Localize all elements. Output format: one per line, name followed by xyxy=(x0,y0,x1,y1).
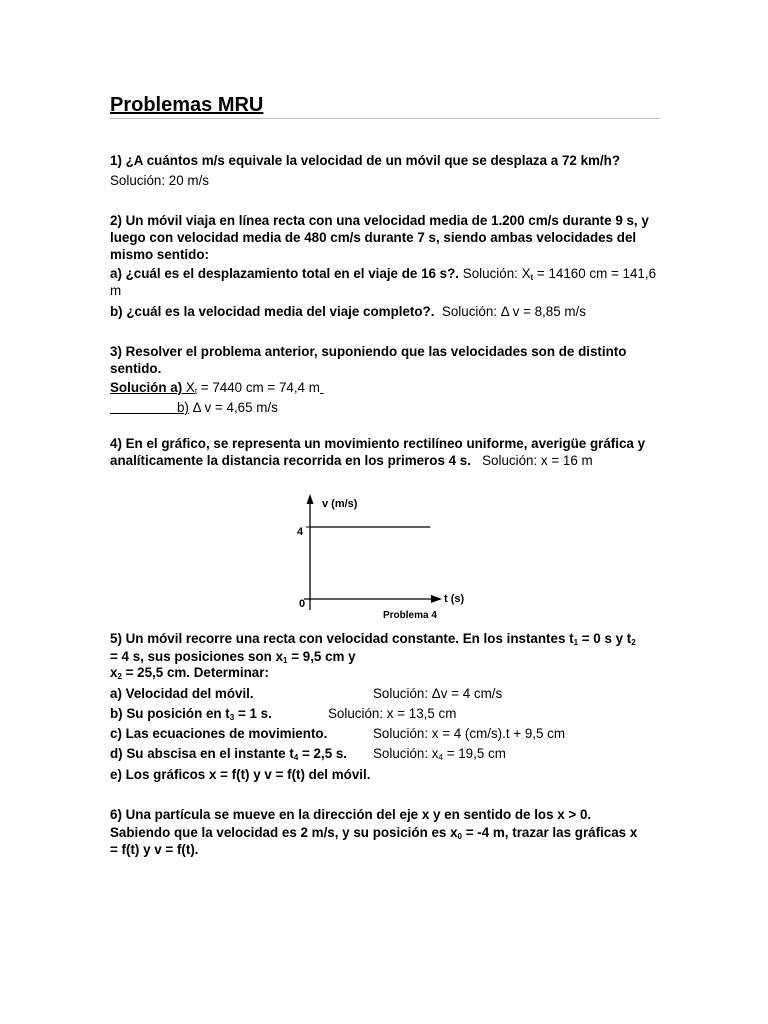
problem-6-line3: = f(t) y v = f(t). xyxy=(110,842,199,857)
problem-2b-question: b) ¿cuál es la velocidad media del viaje completo?. xyxy=(110,304,435,319)
y-tick-label-0: 0 xyxy=(299,598,306,610)
problem-5c-solution: Solución: x = 4 (cm/s).t + 9,5 cm xyxy=(373,726,566,741)
problem-3-solution-b: b) Δ v = 4,65 m/s xyxy=(176,400,278,415)
problem-5c-question: c) Las ecuaciones de movimiento. xyxy=(110,726,328,741)
problem-1-question: 1) ¿A cuántos m/s equivale la velocidad de un móvil que se desplaza a 72 km/h? xyxy=(110,153,621,168)
y-axis-label: v (m/s) xyxy=(322,498,358,510)
y-axis-arrow xyxy=(307,494,314,504)
problem-5a-solution: Solución: Δv = 4 cm/s xyxy=(373,686,503,701)
problem-4-question: 4) En el gráfico, se representa un movimiento rectilíneo uniforme, averigüe gráfica y analíticamente la distancia recorrida en los primeros 4 s. xyxy=(110,436,646,468)
problem-5d-question: d) Su abscisa en el instante $t_4 = 2,5$ s. xyxy=(110,746,348,762)
x-axis-arrow xyxy=(431,595,442,603)
problem-5a-question: a) Velocidad del móvil. xyxy=(110,686,254,701)
problem-5-question-line2: = 4 s, sus posiciones son $x_1 = 9,5$ cm y xyxy=(110,649,356,665)
problem-5-question-line1: 5) Un móvil recorre una recta con velocidad constante. En los instantes $t_1 = 0$ s y $t_2$ xyxy=(110,631,636,647)
problem-2b-solution: Solución: Δ v = 8,85 m/s xyxy=(441,304,586,319)
problem-4 xyxy=(110,435,660,469)
y-tick-label-4: 4 xyxy=(297,526,304,538)
problem-2a-question: a) ¿cuál es el desplazamiento total en el viaje de 16 s?. xyxy=(110,266,460,281)
problem-2-question: 2) Un móvil viaja en línea recta con una velocidad media de 1.200 cm/s durante 9 s, y luego con velocidad media de 480 cm/s durante 7 s, siendo ambas velocidades del mismo sentido: xyxy=(110,213,649,262)
velocity-time-chart xyxy=(290,490,480,625)
problem-6-line2: Sabiendo que la velocidad es 2 m/s, y su posición es $x_0 = -4$ m, trazar las gráficas x xyxy=(110,825,638,841)
page-title: Problemas MRU xyxy=(110,94,264,116)
problem-2b xyxy=(110,303,660,320)
chart-caption: Problema 4 xyxy=(383,610,437,621)
problem-2a-solution: Solución: $X_t = 14160$ cm = 141,6 m xyxy=(110,266,657,298)
problem-4-solution: Solución: x = 16 m xyxy=(482,453,593,468)
problem-5-question-line3: $x_2 = 25,5$ cm. Determinar: xyxy=(110,665,269,681)
problem-3-question: 3) Resolver el problema anterior, suponiendo que las velocidades son de distinto sentido. xyxy=(110,344,627,376)
title-divider xyxy=(110,118,660,119)
problem-5b-question: b) Su posición en $t_3 = 1$ s. xyxy=(110,706,272,722)
problem-5d-solution: Solución: $x_4 = 19,5$ cm xyxy=(373,746,506,762)
problem-5e-question: e) Los gráficos x = f(t) y v = f(t) del móvil. xyxy=(110,767,371,782)
problem-1-solution: Solución: 20 m/s xyxy=(110,173,209,188)
problem-6-line1: 6) Una partícula se mueve en la dirección del eje x y en sentido de los x > 0. xyxy=(110,807,592,822)
problem-5b-solution: Solución: x = 13,5 cm xyxy=(328,706,457,721)
problem-3-solution-a: Solución a) $X_t = 7440$ cm = 74,4 m xyxy=(110,380,320,396)
x-axis-label: t (s) xyxy=(444,593,465,605)
problem-2a xyxy=(110,265,660,299)
